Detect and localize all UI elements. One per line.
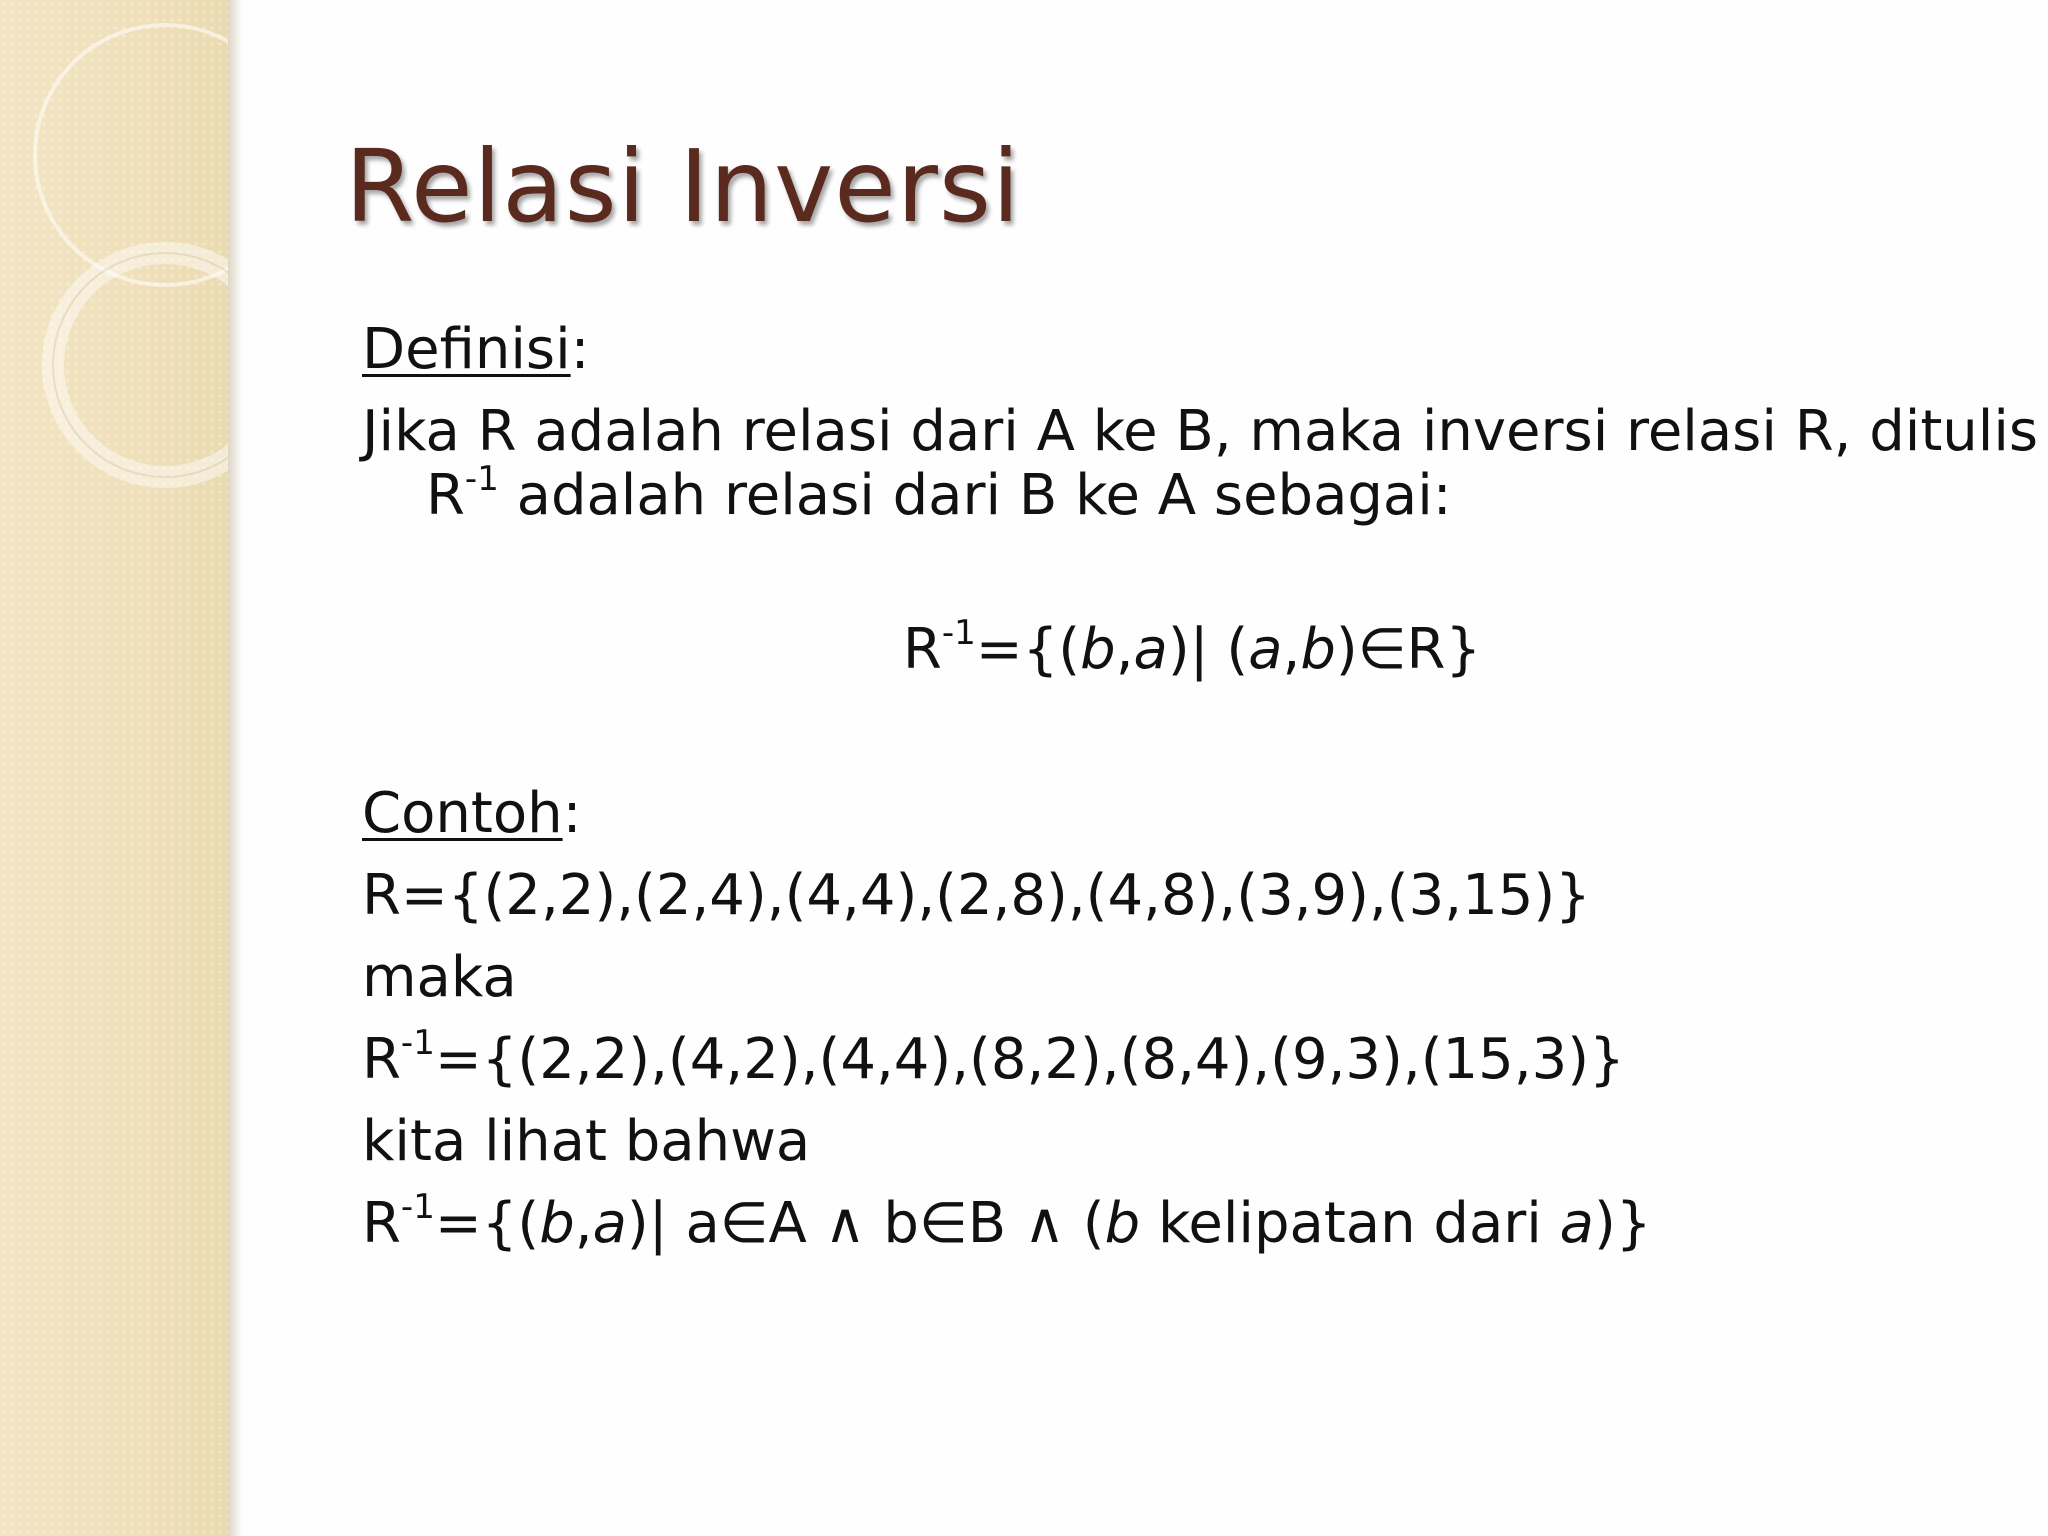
definition-label: Definisi bbox=[362, 317, 571, 382]
formula-open: ={( bbox=[975, 617, 1081, 682]
formula-superscript: -1 bbox=[941, 613, 976, 653]
formula-end: )∈R} bbox=[1335, 617, 1482, 682]
final-comma: , bbox=[574, 1191, 593, 1256]
example-final-formula bbox=[362, 1187, 2002, 1256]
definition-line-2-rest: adalah relasi dari B ke A sebagai: bbox=[498, 463, 1452, 528]
side-band-shadow bbox=[228, 0, 242, 1536]
final-a: a bbox=[592, 1191, 627, 1256]
formula-r: R bbox=[902, 617, 942, 682]
final-open: ={( bbox=[434, 1191, 540, 1256]
example-kita: kita lihat bahwa bbox=[362, 1109, 811, 1174]
formula-b-2: b bbox=[1300, 617, 1336, 682]
final-end: )} bbox=[1593, 1191, 1652, 1256]
final-b: b bbox=[539, 1191, 575, 1256]
final-superscript: -1 bbox=[400, 1187, 435, 1227]
slide-body bbox=[362, 317, 2039, 1256]
final-b-2: b bbox=[1104, 1191, 1141, 1256]
example-colon: : bbox=[562, 781, 582, 846]
final-r: R bbox=[362, 1191, 401, 1256]
formula-mid: )| ( bbox=[1167, 617, 1249, 682]
formula-b: b bbox=[1080, 617, 1116, 682]
example-maka: maka bbox=[362, 945, 517, 1010]
inverse-formula bbox=[362, 613, 2012, 682]
formula-a: a bbox=[1133, 617, 1168, 682]
definition-r-superscript: -1 bbox=[464, 459, 499, 499]
example-r-set: R={(2,2),(2,4),(4,4),(2,8),(4,8),(3,9),(3,15)} bbox=[362, 863, 1591, 928]
example-r-inverse-set bbox=[362, 1023, 2002, 1092]
formula-comma: , bbox=[1115, 617, 1134, 682]
definition-r: R bbox=[426, 463, 465, 528]
example-heading bbox=[362, 782, 2002, 846]
decorative-side-band bbox=[0, 0, 228, 1536]
decorative-rings bbox=[0, 0, 228, 520]
definition-line-1: Jika R adalah relasi dari A ke B, maka inversi relasi R, ditulis bbox=[362, 399, 2039, 464]
rinv-r: R bbox=[362, 1027, 401, 1092]
definition-colon: : bbox=[570, 317, 590, 382]
final-a-2: a bbox=[1559, 1191, 1594, 1256]
formula-comma-2: , bbox=[1282, 617, 1301, 682]
rinv-values: ={(2,2),(4,2),(4,4),(8,2),(8,4),(9,3),(15,3)} bbox=[434, 1027, 1625, 1092]
final-mid: )| a∈A ∧ b∈B ∧ ( bbox=[626, 1191, 1105, 1256]
definition-heading bbox=[362, 318, 2002, 382]
formula-a-2: a bbox=[1248, 617, 1283, 682]
slide-title: Relasi Inversi bbox=[345, 128, 1021, 245]
rinv-superscript: -1 bbox=[400, 1023, 435, 1063]
definition-line-2 bbox=[362, 459, 2002, 528]
example-label: Contoh bbox=[362, 781, 563, 846]
final-kelipatan: kelipatan dari bbox=[1140, 1191, 1560, 1256]
